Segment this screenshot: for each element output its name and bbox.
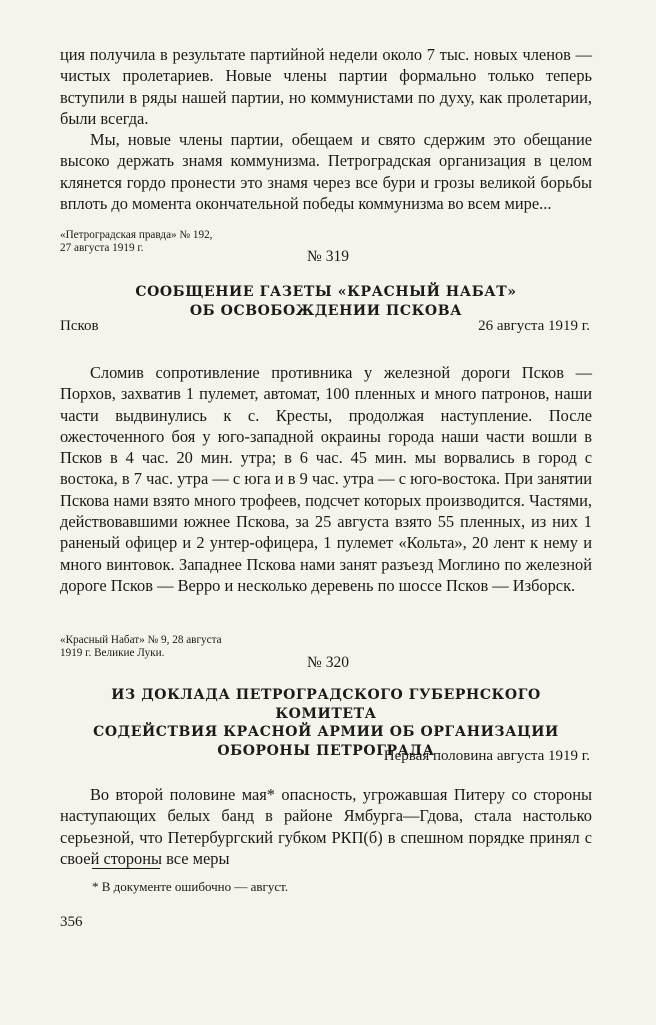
title-line: ОБОРОНЫ ПЕТРОГРАДА [217,742,435,759]
title-line: СОДЕЙСТВИЯ КРАСНОЙ АРМИИ ОБ ОРГАНИЗАЦИИ [93,724,559,740]
source-line: «Петроградская правда» № 192, [60,229,213,241]
document-text: Сломив сопротивление противника у железной дороги Псков — Порхов, захватив 1 пулемет, автомат, 100 пленных и много патронов, наши части выдвинулись к с. Кресты, продолжая наступление. После ожесточенного боя у юго-западной окраины города наши части вошли в Псков в 4 час. 20 мин. утра; в 6 час. 45 мин. мы ворвались в город с востока, в 7 час. утра — с юга и в 9 час. утра — с юго-востока. При занятии Пскова нами взято много трофеев, подсчет которых производится. Частями, действовавшими южнее Пскова, за 25 августа взято 55 пленных, из них 1 раненый офицер и 2 унтер-офицера, 1 пулемет «Кольта», 20 лент к нему и много винтовок. Западнее Пскова нами занят разъезд Моглино по железной дороге Псков — Верро и несколько деревень по шоссе Псков — Изборск. [60,363,592,595]
source-line: «Красный Набат» № 9, 28 августа [60,634,222,646]
footnote: * В документе ошибочно — август. [92,879,289,894]
paragraph-pledge: Мы, новые члены партии, обещаем и свято сдержим это обещание высоко держать знамя коммунизма. Петроградская организация в целом клянется гордо пронести это знамя через все бури и грозы великой борьбы вплоть до момента окончательной победы коммунизма во всем мире... [60,130,592,213]
title-line: ОБ ОСВОБОЖДЕНИИ ПСКОВА [189,302,463,319]
document-number: № 320 [307,654,349,671]
source-line: 27 августа 1919 г. [60,241,144,254]
title-line: СООБЩЕНИЕ ГАЗЕТЫ «КРАСНЫЙ НАБАТ» [135,284,517,300]
document-title [60,283,592,320]
document-place: Псков [60,318,99,334]
footnote-divider [92,868,160,869]
document-date: Первая половина августа 1919 г. [383,748,590,764]
paragraph-continuation: ция получила в результате партийной недели около 7 тыс. новых членов — чистых пролетариев. Новые члены партии формально только теперь вступили в ряды нашей партии, но коммунистами по духу, как пролетарии, были всегда. [60,45,592,128]
document-date: 26 августа 1919 г. [478,318,590,334]
document-number: № 319 [307,248,349,265]
title-line: ИЗ ДОКЛАДА ПЕТРОГРАДСКОГО ГУБЕРНСКОГО КОМИТЕТА [111,687,541,722]
page-number: 356 [60,914,83,930]
source-line: 1919 г. Великие Луки. [60,646,165,659]
document-text: Во второй половине мая* опасность, угрожавшая Питеру со стороны наступающих белых банд в районе Ямбурга—Гдова, стала настолько серьезной, что Петербургский губком РКП(б) в спешном порядке принял с своей стороны все меры [60,785,592,868]
